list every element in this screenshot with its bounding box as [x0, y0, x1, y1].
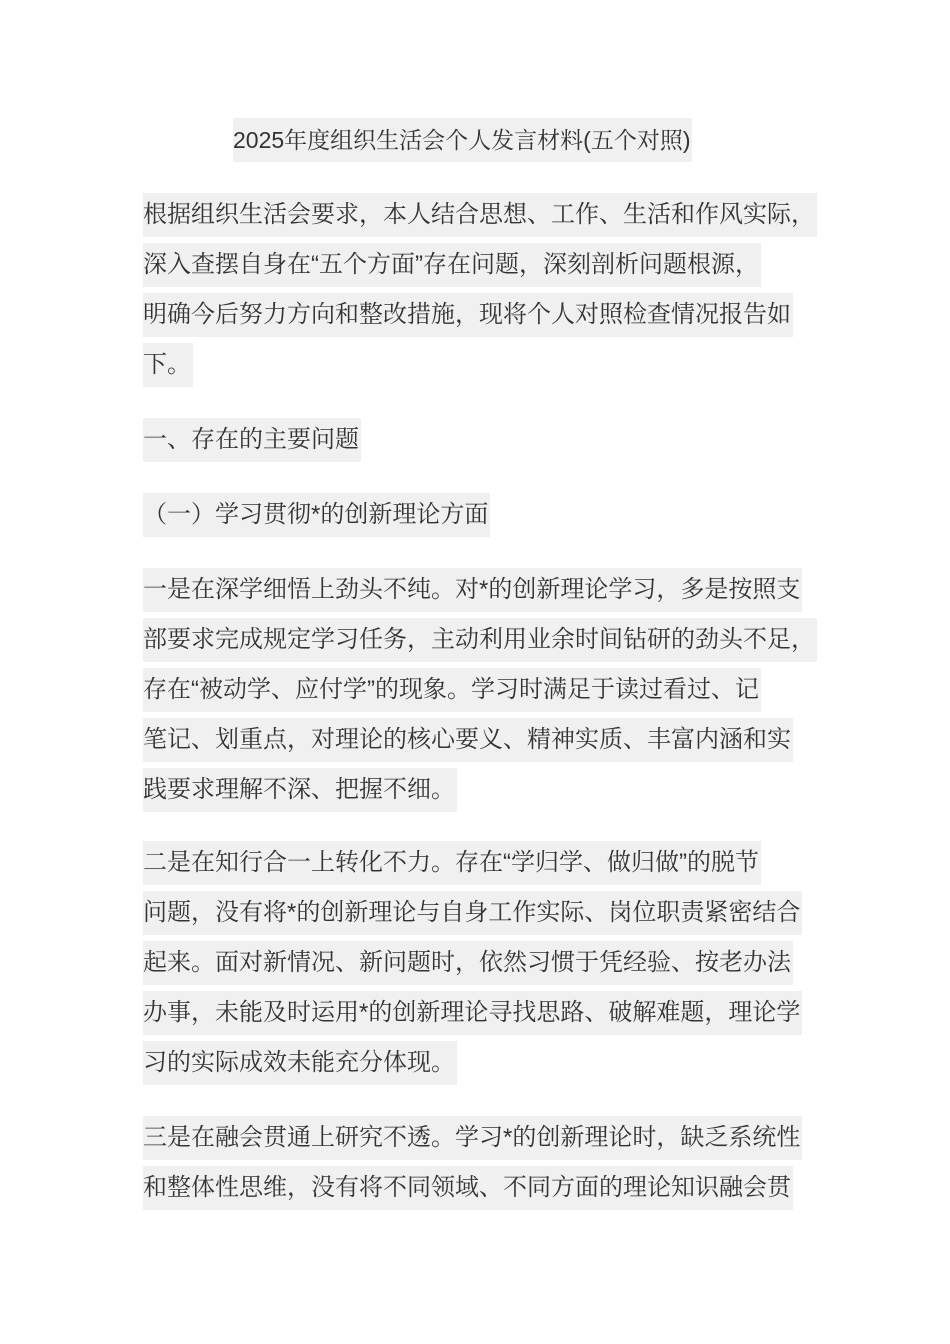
text-line: 一是在深学细悟上劲头不纯。对*的创新理论学习，多是按照支: [143, 568, 802, 612]
document-title: 2025年度组织生活会个人发言材料(五个对照): [233, 118, 692, 162]
text-line: 办事，未能及时运用*的创新理论寻找思路、破解难题，理论学: [143, 991, 802, 1035]
text-line: 起来。面对新情况、新问题时，依然习惯于凭经验、按老办法: [143, 941, 793, 985]
text-line: 践要求理解不深、把握不细。: [143, 768, 457, 812]
text-line: 存在“被动学、应付学”的现象。学习时满足于读过看过、记: [143, 668, 761, 712]
text-line: 部要求完成规定学习任务，主动利用业余时间钻研的劲头不足，: [143, 618, 817, 662]
text-line: 下。: [143, 343, 193, 387]
text-line: 问题，没有将*的创新理论与自身工作实际、岗位职责紧密结合: [143, 891, 802, 935]
text-line: 和整体性思维，没有将不同领域、不同方面的理论知识融会贯: [143, 1166, 793, 1210]
text-line: 笔记、划重点，对理论的核心要义、精神实质、丰富内涵和实: [143, 718, 793, 762]
text-line: 深入查摆自身在“五个方面”存在问题，深刻剖析问题根源，: [143, 243, 761, 287]
subsection-heading: （一）学习贯彻*的创新理论方面: [143, 493, 490, 537]
text-line: 明确今后努力方向和整改措施，现将个人对照检查情况报告如: [143, 293, 793, 337]
text-line: 三是在融会贯通上研究不透。学习*的创新理论时，缺乏系统性: [143, 1116, 802, 1160]
text-line: 根据组织生活会要求，本人结合思想、工作、生活和作风实际，: [143, 193, 817, 237]
text-line: 二是在知行合一上转化不力。存在“学归学、做归做”的脱节: [143, 841, 761, 885]
section-heading: 一、存在的主要问题: [143, 418, 361, 462]
text-line: 习的实际成效未能充分体现。: [143, 1041, 457, 1085]
